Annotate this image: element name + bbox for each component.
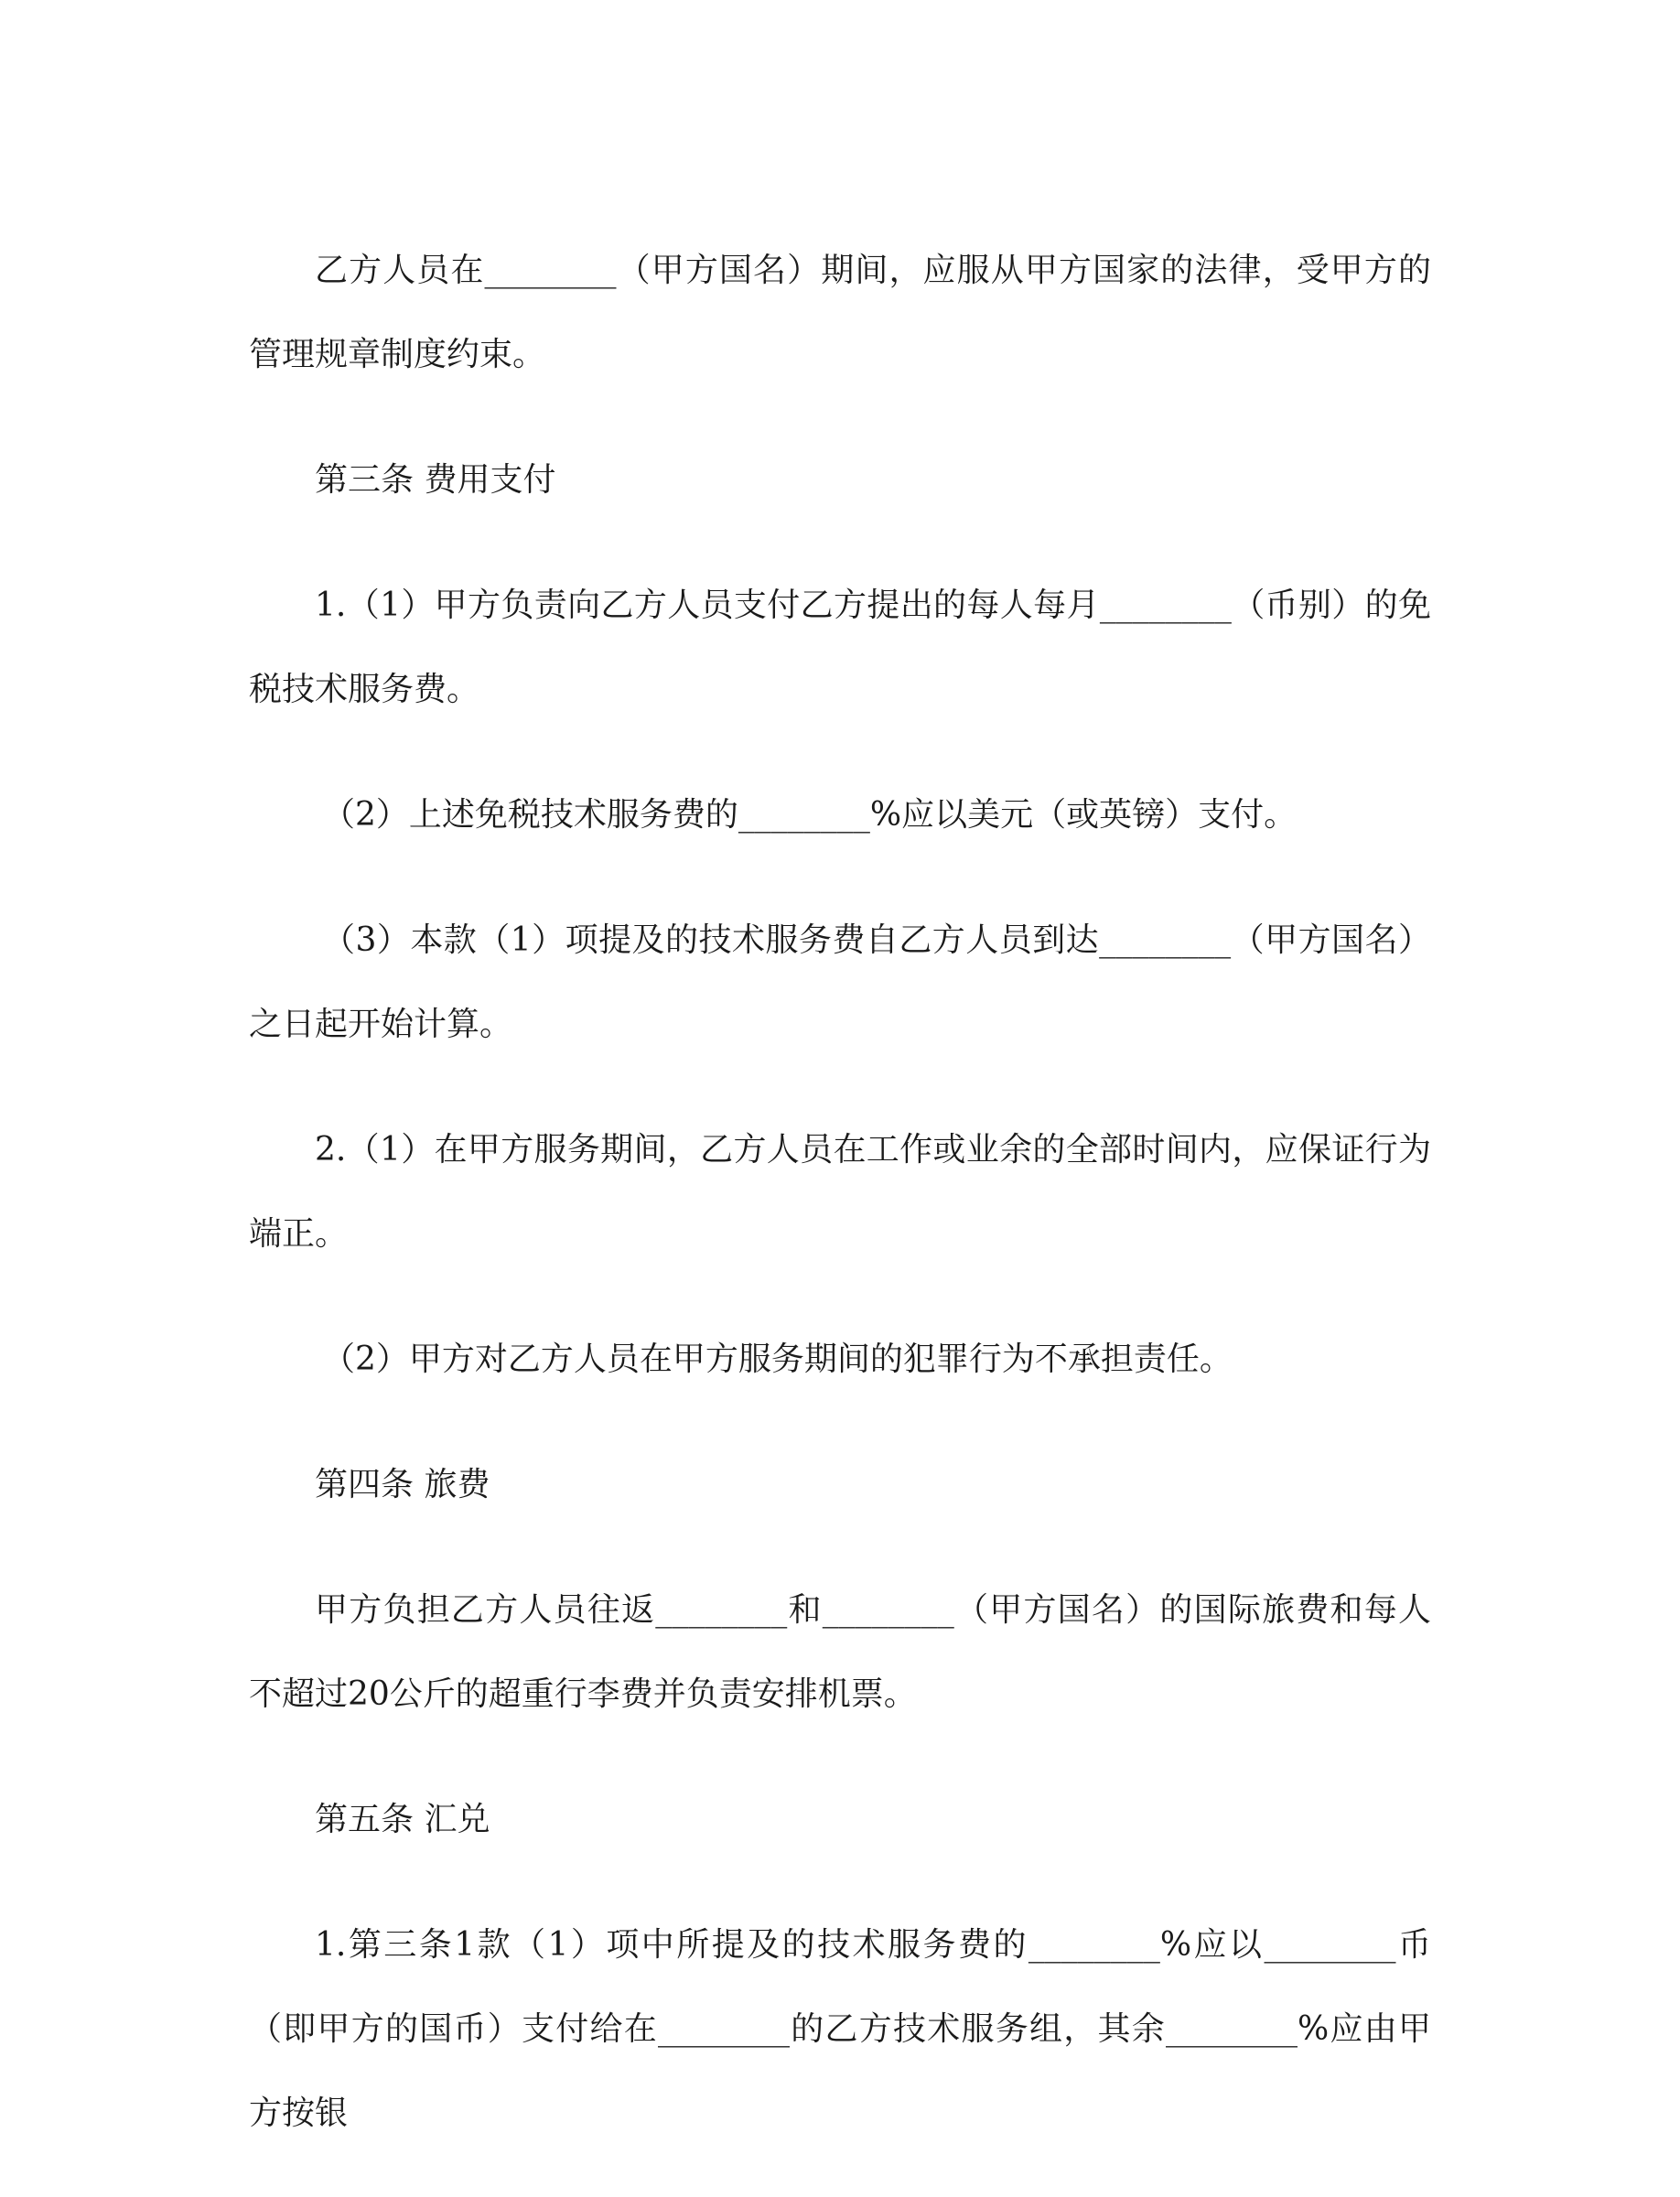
paragraph-conduct: 乙方人员在________（甲方国名）期间，应服从甲方国家的法律，受甲方的管理规章制度约束。 [249, 252, 1431, 373]
paragraph-4-travel: 甲方负担乙方人员往返________和________（甲方国名）的国际旅费和每人不超过20公斤的超重行李费并负责安排机票。 [249, 1591, 1431, 1713]
paragraph-3-2-2: （2）甲方对乙方人员在甲方服务期间的犯罪行为不承担责任。 [322, 1341, 1233, 1378]
paragraph-5-1: 1.第三条1款（1）项中所提及的技术服务费的________%应以________币（即甲方的国币）支付给在________的乙方技术服务组，其余________%应由甲方按银 [249, 1926, 1431, 2132]
article-4-heading: 第四条 旅费 [315, 1466, 490, 1503]
document-page [249, 229, 1431, 2197]
paragraph-3-1-2: （2）上述免税技术服务费的________%应以美元（或英镑）支付。 [322, 796, 1298, 834]
article-3-heading: 第三条 费用支付 [315, 461, 556, 499]
paragraph-3-1-3: （3）本款（1）项提及的技术服务费自乙方人员到达________（甲方国名）之日起开始计算。 [249, 921, 1431, 1043]
paragraph-3-1-1: 1.（1）甲方负责向乙方人员支付乙方提出的每人每月________（币别）的免税技术服务费。 [249, 587, 1431, 708]
article-5-heading: 第五条 汇兑 [315, 1801, 490, 1838]
paragraph-3-2-1: 2.（1）在甲方服务期间，乙方人员在工作或业余的全部时间内，应保证行为端正。 [249, 1131, 1431, 1253]
